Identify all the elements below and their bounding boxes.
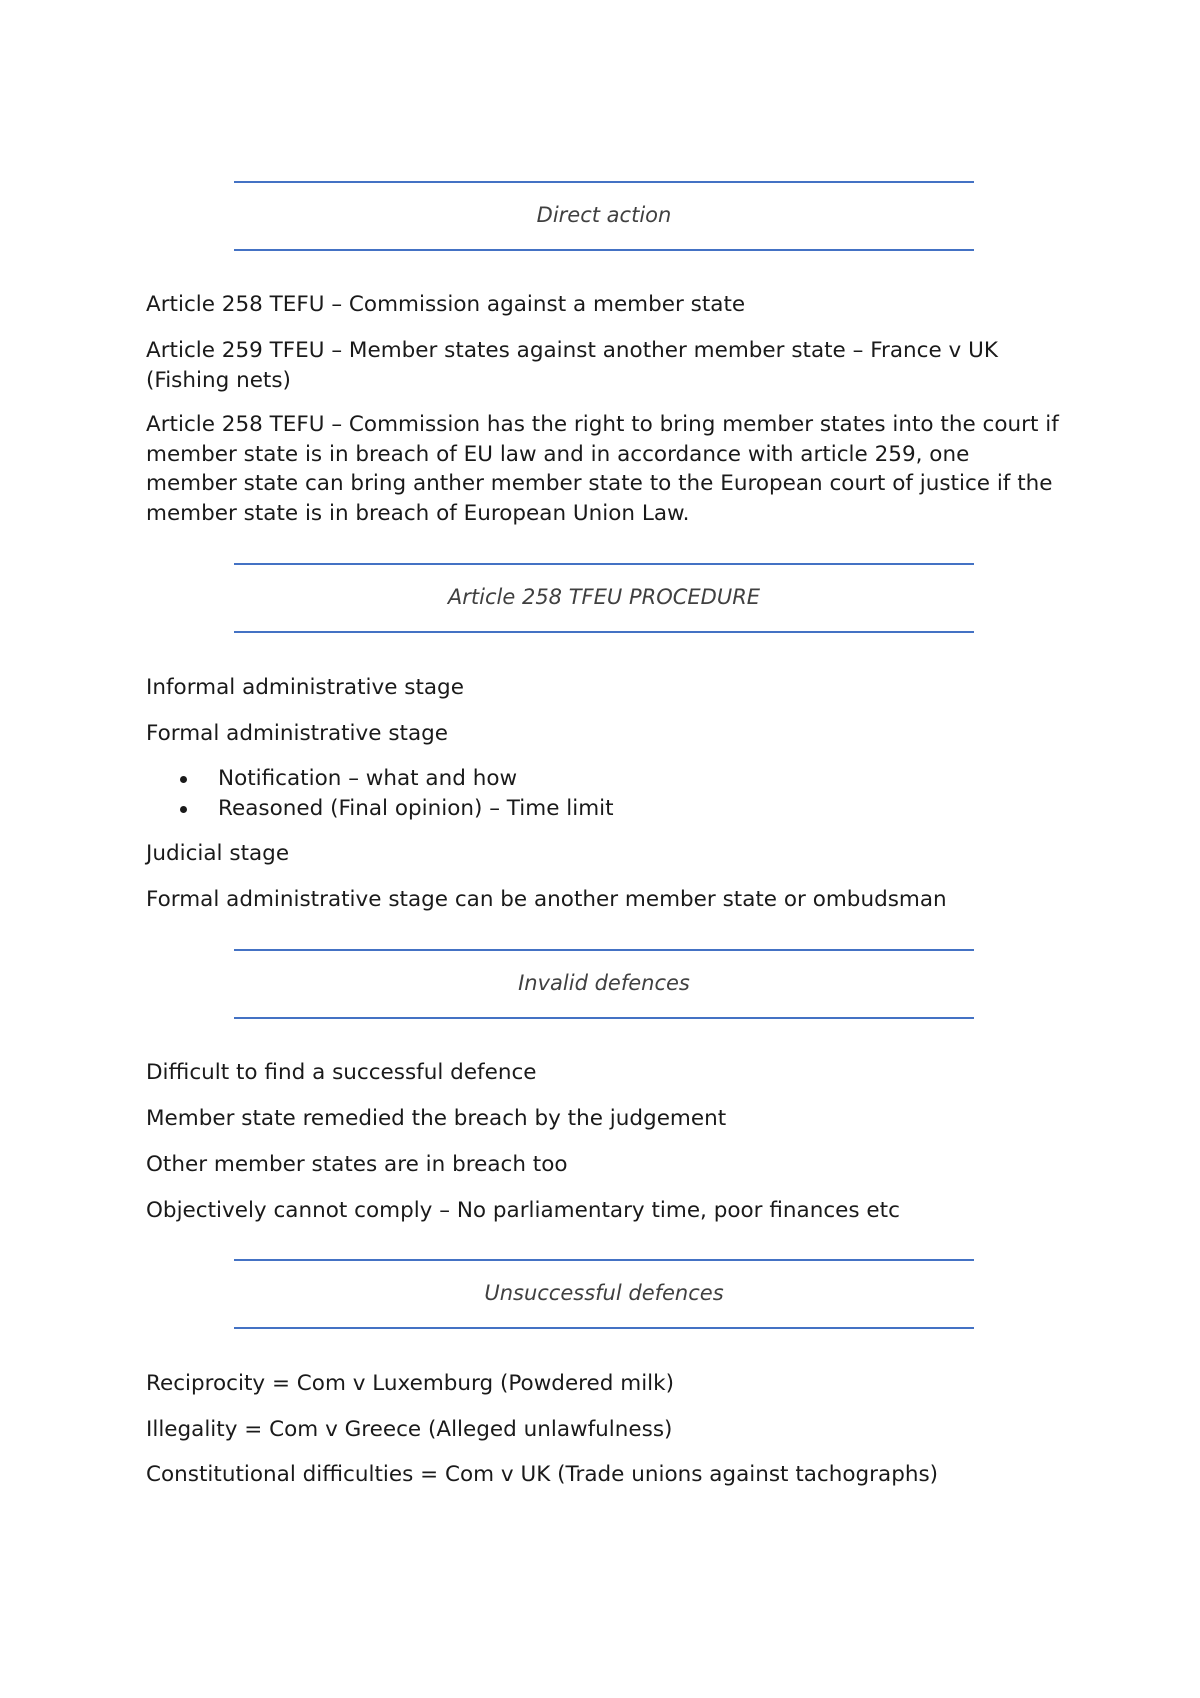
paragraph-unsuccessful-defence: Constitutional difficulties = Com v UK (Trade unions against tachographs) (146, 1462, 939, 1487)
paragraph-invalid-defence: Difficult to find a successful defence (146, 1060, 537, 1085)
heading-text: Unsuccessful defences (484, 1281, 724, 1305)
bullet-icon (180, 806, 187, 813)
heading-rule-bottom (234, 1327, 974, 1329)
paragraph-invalid-defence: Objectively cannot comply – No parliamentary time, poor finances etc (146, 1198, 900, 1223)
heading-rule-bottom (234, 631, 974, 633)
section-heading-procedure (234, 563, 974, 633)
heading-rule-top (234, 181, 974, 183)
heading-rule-top (234, 563, 974, 565)
paragraph-judicial-stage: Judicial stage (146, 841, 290, 866)
heading-text: Invalid defences (518, 971, 690, 995)
heading-rule-bottom (234, 1017, 974, 1019)
bullet-item (146, 794, 1046, 824)
formal-stage-bullet-list (146, 764, 1046, 823)
paragraph-unsuccessful-defence: Illegality = Com v Greece (Alleged unlawfulness) (146, 1417, 673, 1442)
bullet-item (146, 764, 1046, 794)
paragraph-article-258-detail: Article 258 TEFU – Commission has the right to bring member states into the court if member state is in breach of EU law and in accordance with article 259, one member state can bring anther member state to the European court of justice if the member state is in breach of European Union Law. (146, 412, 1059, 526)
bullet-text: Reasoned (Final opinion) – Time limit (218, 795, 614, 821)
paragraph-article-259-summary: Article 259 TFEU – Member states against another member state – France v UK (Fishing nets) (146, 338, 998, 393)
heading-rule-top (234, 949, 974, 951)
heading-rule-bottom (234, 249, 974, 251)
paragraph-unsuccessful-defence: Reciprocity = Com v Luxemburg (Powdered milk) (146, 1371, 674, 1396)
section-heading-unsuccessful-defences (234, 1259, 974, 1329)
paragraph-procedure-note: Formal administrative stage can be another member state or ombudsman (146, 887, 947, 912)
paragraph-article-258-summary: Article 258 TEFU – Commission against a member state (146, 292, 746, 317)
heading-text: Article 258 TFEU PROCEDURE (447, 585, 761, 609)
paragraph-invalid-defence: Member state remedied the breach by the judgement (146, 1106, 727, 1131)
section-heading-direct-action (234, 181, 974, 251)
paragraph-invalid-defence: Other member states are in breach too (146, 1152, 568, 1177)
paragraph-formal-stage: Formal administrative stage (146, 721, 448, 746)
bullet-text: Notification – what and how (218, 766, 518, 791)
heading-rule-top (234, 1259, 974, 1261)
heading-text: Direct action (536, 203, 672, 227)
paragraph-informal-stage: Informal administrative stage (146, 675, 464, 700)
section-heading-invalid-defences (234, 949, 974, 1019)
bullet-icon (180, 776, 187, 783)
